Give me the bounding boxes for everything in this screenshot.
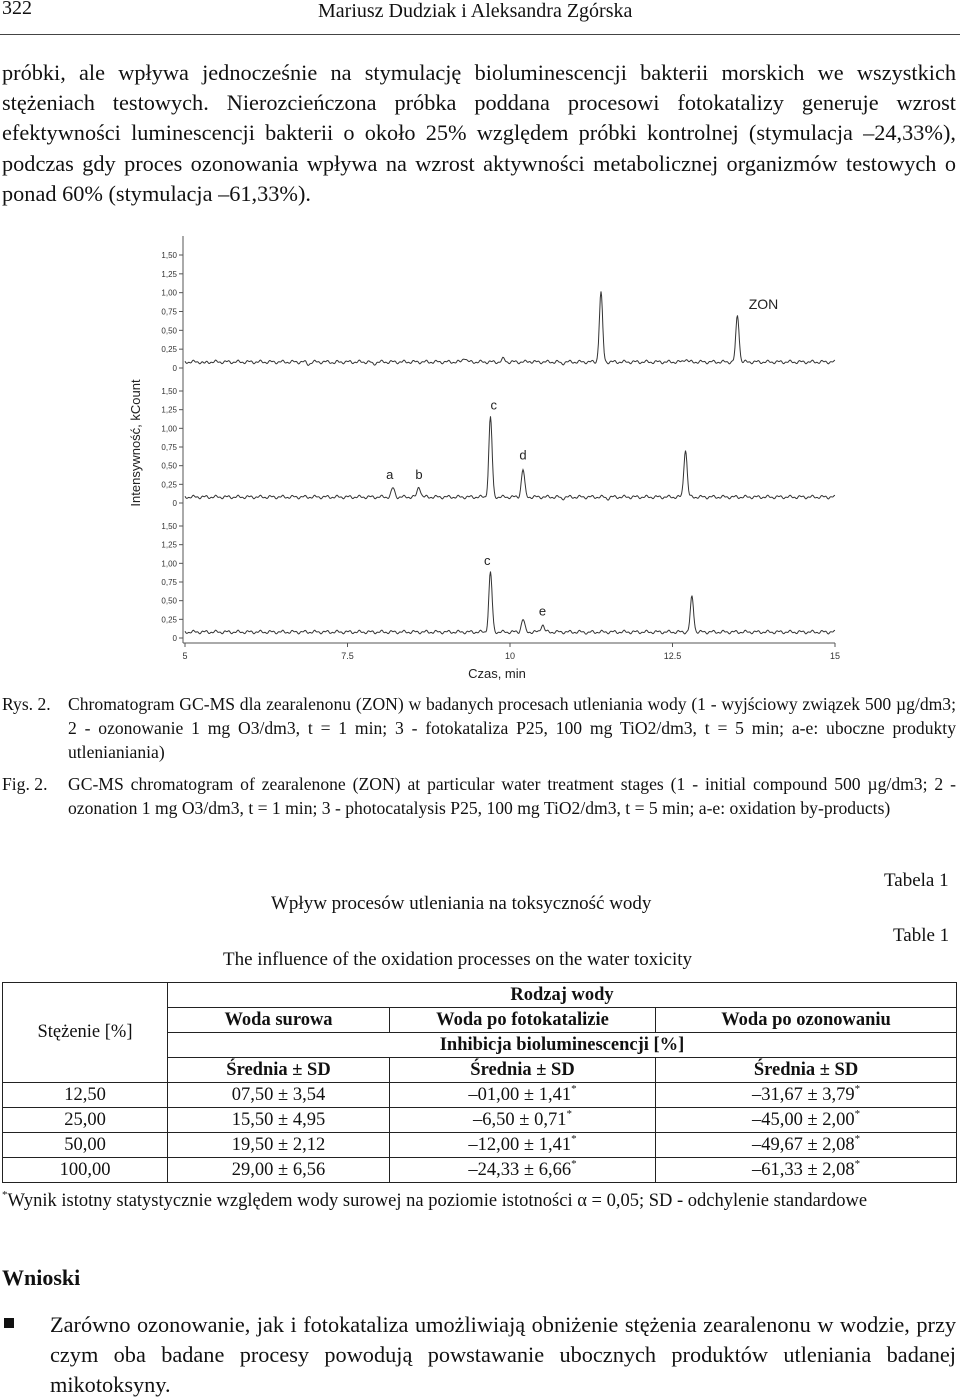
y-tick-label: 0,75	[161, 578, 177, 587]
y-tick-label: 0	[172, 634, 177, 643]
cell-concentration: 12,50	[3, 1083, 168, 1108]
table-title-en: The influence of the oxidation processes on the water toxicity	[223, 949, 693, 970]
footnote-mark: *	[2, 1189, 8, 1201]
cell-ozone-value: –49,67 ± 2,08	[751, 1134, 855, 1155]
peak-annotation: b	[415, 467, 423, 483]
cell-concentration: 25,00	[3, 1108, 168, 1133]
cell-photo	[390, 1158, 656, 1183]
running-title: Mariusz Dudziak i Aleksandra Zgórska	[318, 0, 633, 22]
square-bullet-icon	[4, 1318, 14, 1328]
body-paragraph: próbki, ale wpływa jednocześnie na stymulację bioluminescencji bakterii morskich we wszystkich stężeniach testowych. Nierozcieńczona próbka poddana procesowi fotokatalizy generuje wzrost efektywności luminescencji bakterii o około 25% względem próbki kontrolnej (stymulacja –24,33%), podczas gdy proces ozonowania wpływa na wzrost aktywności metabolicznej organizmów testowych o ponad 60% (stymulacja –61,33%).	[2, 60, 956, 206]
y-tick-label: 1,25	[161, 540, 177, 550]
y-tick-label: 1,25	[161, 405, 177, 415]
cell-raw: 29,00 ± 6,56	[168, 1158, 390, 1183]
y-tick-label: 0,25	[161, 480, 177, 490]
significance-mark: *	[571, 1157, 577, 1170]
figure-caption-en	[2, 772, 956, 820]
x-axis-label: Czas, min	[468, 666, 526, 681]
cell-photo	[390, 1083, 656, 1108]
header-raw-water: Woda surowa	[168, 1008, 390, 1033]
cell-ozone	[656, 1133, 957, 1158]
y-tick-label: 0,50	[161, 461, 177, 471]
page-number: 322	[2, 0, 32, 19]
cell-raw: 15,50 ± 4,95	[168, 1108, 390, 1133]
significance-mark: *	[571, 1132, 577, 1145]
table-row	[3, 1158, 957, 1183]
y-tick-label: 1,00	[161, 559, 177, 569]
conclusion-item	[2, 1310, 956, 1400]
significance-mark: *	[854, 1082, 861, 1095]
chromatogram-chart	[120, 228, 860, 688]
table-row	[3, 1083, 957, 1108]
header-concentration: Stężenie [%]	[3, 983, 168, 1083]
y-tick-label: 0,25	[161, 615, 177, 625]
significance-mark: *	[566, 1107, 572, 1120]
table-label-pl: Tabela 1	[884, 870, 949, 891]
y-tick-label: 1,00	[161, 424, 177, 434]
cell-ozone-value: –61,33 ± 2,08	[751, 1159, 855, 1180]
figure-caption-pl	[2, 692, 956, 764]
y-tick-label: 0,50	[161, 326, 177, 336]
header-inhibition: Inhibicja bioluminescencji [%]	[168, 1033, 957, 1058]
header-photocatalysis: Woda po fotokatalizie	[390, 1008, 656, 1033]
header-mean-photo: Średnia ± SD	[390, 1058, 656, 1083]
significance-mark: *	[571, 1082, 577, 1095]
peak-annotation: ZON	[748, 296, 779, 313]
caption-text-en: GC-MS chromatogram of zearalenone (ZON) at particular water treatment stages (1 - initial compound 500 µg/dm3; 2 - ozonation 1 mg O3/dm3, t = 1 min; 3 - photocatalysis P25, 100 mg TiO2/dm3, t = 5 min; a-e: oxidation by-products)	[68, 774, 956, 818]
cell-photo	[390, 1108, 656, 1133]
y-axis-label: Intensywność, kCount	[128, 379, 143, 507]
chromatogram-trace	[185, 572, 835, 635]
y-tick-label: 0,50	[161, 596, 177, 606]
significance-mark: *	[854, 1132, 861, 1145]
table-title-pl: Wpływ procesów utleniania na toksyczność wody	[271, 893, 652, 914]
cell-photo-value: –24,33 ± 6,66	[468, 1159, 572, 1180]
cell-ozone	[656, 1083, 957, 1108]
peak-annotation: c	[490, 397, 497, 413]
cell-raw: 07,50 ± 3,54	[168, 1083, 390, 1108]
cell-photo-value: –6,50 ± 0,71	[473, 1109, 567, 1130]
y-tick-label: 0,75	[161, 307, 177, 317]
x-tick-label: 10	[504, 651, 516, 661]
header-ozonation: Woda po ozonowaniu	[656, 1008, 957, 1033]
cell-photo-value: –01,00 ± 1,41	[468, 1084, 572, 1105]
header-water-type: Rodzaj wody	[168, 983, 957, 1008]
table-row	[3, 1108, 957, 1133]
x-tick-label: 7.5	[341, 651, 354, 661]
significance-mark: *	[854, 1107, 861, 1120]
page-header	[0, 0, 960, 32]
header-mean-ozone: Średnia ± SD	[656, 1058, 957, 1083]
peak-annotation: e	[538, 603, 547, 619]
y-tick-label: 1,25	[161, 269, 177, 279]
cell-ozone	[656, 1108, 957, 1133]
caption-text-pl: Chromatogram GC-MS dla zearalenonu (ZON) w badanych procesach utleniania wody (1 - wyjściowy związek 500 µg/dm3; 2 - ozonowanie 1 mg O3/dm3, t = 1 min; 3 - fotokataliza P25, 100 mg TiO2/dm3, t = 5 min; a-e: uboczne produkty utlenianiania)	[68, 694, 956, 762]
x-tick-label: 5	[182, 651, 188, 661]
table-row	[3, 1133, 957, 1158]
cell-raw: 19,50 ± 2,12	[168, 1133, 390, 1158]
x-tick-label: 12.5	[663, 651, 682, 661]
cell-ozone-value: –45,00 ± 2,00	[751, 1109, 855, 1130]
caption-label-pl: Rys. 2.	[2, 694, 51, 714]
y-tick-label: 0,75	[161, 443, 177, 452]
y-tick-label: 0,25	[161, 345, 177, 355]
conclusion-text: Zarówno ozonowanie, jak i fotokataliza umożliwiają obniżenie stężenia zearalenonu w wodzie, przy czym oba badane procesy powodują powstawanie ubocznych produktów utleniania badanej mikotoksyny.	[50, 1312, 956, 1397]
results-table	[2, 982, 957, 1183]
y-tick-label: 1,00	[161, 288, 177, 298]
conclusions-heading: Wnioski	[2, 1265, 81, 1290]
cell-ozone-value: –31,67 ± 3,79	[751, 1084, 855, 1105]
significance-mark: *	[854, 1157, 861, 1170]
cell-concentration: 50,00	[3, 1133, 168, 1158]
cell-photo-value: –12,00 ± 1,41	[468, 1134, 572, 1155]
cell-photo	[390, 1133, 656, 1158]
peak-annotation: a	[386, 467, 394, 483]
table-label-en: Table 1	[893, 925, 950, 946]
x-tick-label: 15	[829, 651, 841, 661]
footnote-text: Wynik istotny statystycznie względem wody surowej na poziomie istotności α = 0,05; SD - odchylenie standardowe	[7, 1191, 868, 1211]
cell-concentration: 100,00	[3, 1158, 168, 1183]
header-rule	[0, 34, 960, 35]
y-tick-label: 0	[172, 364, 177, 373]
y-tick-label: 0	[172, 499, 177, 508]
y-tick-label: 1,50	[161, 387, 177, 396]
y-tick-label: 1,50	[161, 251, 177, 260]
cell-ozone	[656, 1158, 957, 1183]
peak-annotation: d	[519, 447, 527, 463]
peak-annotation: c	[484, 552, 491, 568]
chromatogram-trace	[185, 291, 835, 365]
caption-label-en: Fig. 2.	[2, 774, 48, 794]
header-mean-raw: Średnia ± SD	[168, 1058, 390, 1083]
chromatogram-trace	[185, 416, 835, 500]
table-footnote	[2, 1188, 956, 1214]
y-tick-label: 1,50	[161, 522, 177, 531]
